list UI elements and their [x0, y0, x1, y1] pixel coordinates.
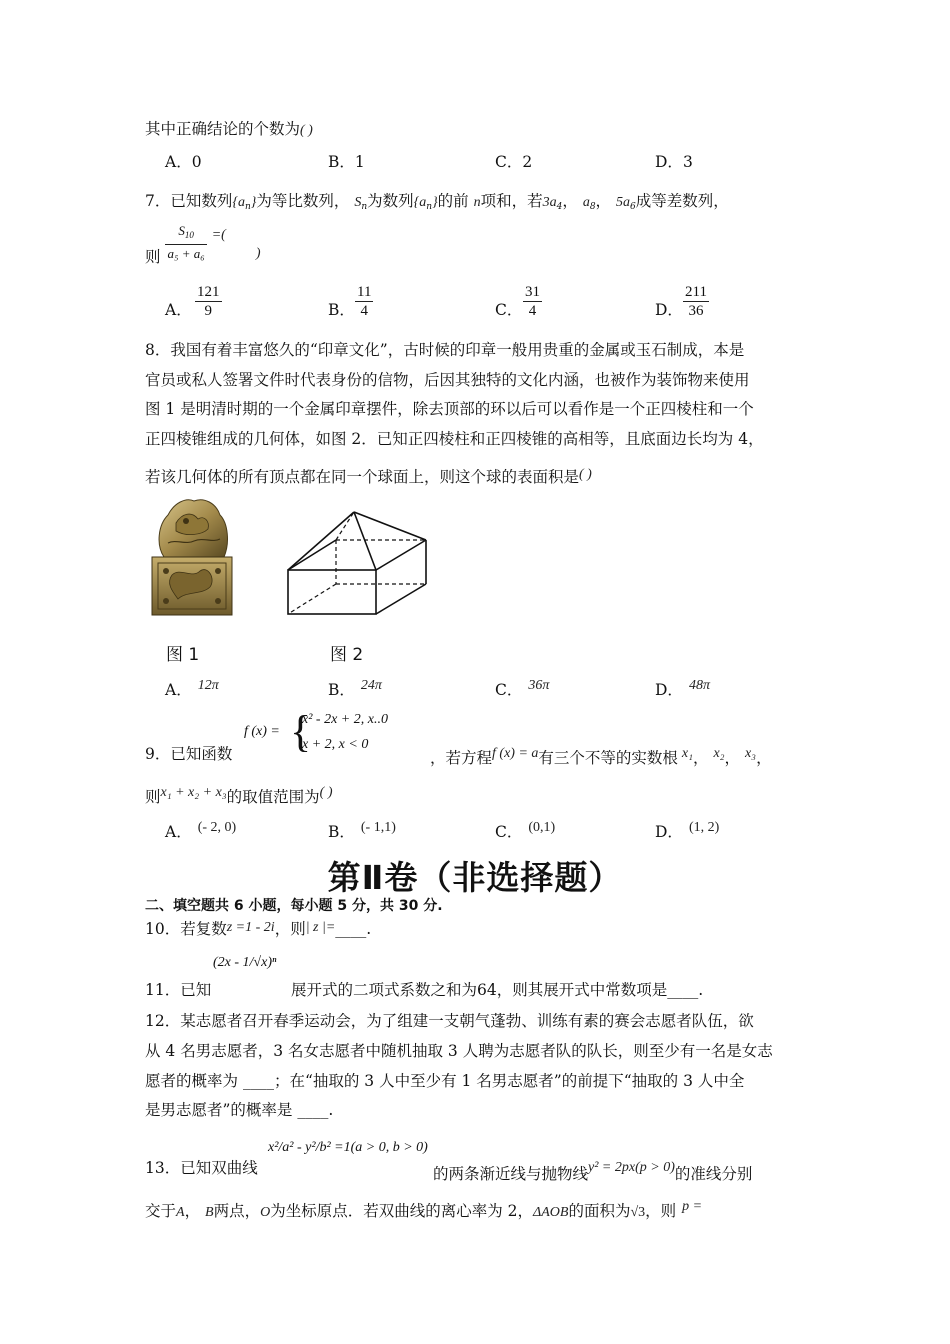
- q12-line-3: 愿者的概率为 ____；在“抽取的 3 人中至少有 1 名男志愿者”的前提下“抽取的 3 人中全: [145, 1072, 745, 1090]
- q13-line-1: 13．已知双曲线: [145, 1159, 258, 1177]
- q9-stem: 9．已知函数: [145, 745, 233, 763]
- q7-fraction: $\frac{S_{10}}{\text{a₅ + a₆}}$: [167, 223, 205, 261]
- section-header: 二、填空题共 6 小题，每小题 5 分，共 30 分.: [145, 898, 443, 914]
- figure-1-caption: 图 1: [166, 645, 200, 665]
- part-2-title: 第Ⅱ卷（非选择题）: [327, 858, 623, 897]
- q7-choice-b: B．: [328, 301, 355, 319]
- q8-line-3: 图 1 是明清时期的一个金属印章摆件，除去顶部的环以后可以看作是一个正四棱柱和一个: [145, 400, 754, 418]
- q8-choice-a: A． 12π: [165, 678, 219, 699]
- figure-2-caption: 图 2: [330, 645, 364, 665]
- seal-photo-figure: [146, 495, 238, 618]
- q6-choice-c: C．2: [495, 153, 533, 171]
- q12-line-1: 12．某志愿者召开春季运动会，为了组建一支朝气蓬勃、训练有素的赛会志愿者队伍，欲: [145, 1012, 754, 1030]
- prism-pyramid-figure: [284, 508, 432, 618]
- q9-choice-b: B． (- 1,1): [328, 820, 396, 841]
- q9-stem-3: 则x₁ + x₂ + x₃的取值范围为( ): [145, 785, 333, 806]
- q6-choice-d: D．3: [655, 153, 693, 171]
- q9-stem-2: ，若方程f (x) = a有三个不等的实数根 x₁， x₂， x₃，: [430, 746, 772, 767]
- q13-line-2: 交于A， B两点，O为坐标原点．若双曲线的离心率为 2，ΔAOB的面积为√3，则 p =: [145, 1199, 703, 1220]
- q9-choice-c: C． (0,1): [495, 820, 556, 841]
- q6-choice-a: A．0: [165, 153, 202, 171]
- exam-page: 其中正确结论的个数为( ) A．0 B．1 C．2 D．3 7．已知数列$\{a_n\}$为等比数列， $S_n$为数列$\{a_n\}$的前 n项和，若$3a_4$， $a_8$， $5a_6$成等差数列， 则 $\frac{S_{10}}{\text{a₅ + a₆}}$ =() A． $\frac{121}{9}$ B． $\frac{11}{4}$ C． $\frac{31}{4}$ D． $\frac{211}{36}$ 8．我国有着丰富悠久的“印章文化”，古时候的印章一般用贵重的金属或玉石制成，本是 官员或私人签署文件时代表身份的信物，后因其独特的文化内涵，也被作为装饰物来使用 图 1 是明清时期的一个金属印章摆件，除去顶部的环以后可以看作是一个正四棱柱和一个 正四棱锥组成的几何体，如图 2．已知正四棱柱和正四棱锥的高相等，且底面边长均为 4， 若该几何体的所有顶点都在同一个球面上，则这个球的表面积是( ) 图 1 图 2 A． 12π B． 24π C． 36π D． 48π 9．已知函数 f (x) = { x² - 2x + 2, x..0 x + 2, x < 0 ，若方程f (x) = a有三个不等的实数根 x₁， x₂， x₃， 则x₁ + x₂ + x₃的取值范围为( ) A． (- 2, 0) B． (- 1,1) C． (0,1) D． (1, 2) 第Ⅱ卷（非选择题） 二、填空题共 6 小题，每小题 5 分，共 30 分. 10．若复数z =1 - 2i，则| z |=____. 11．已知 (2x - 1/√x)ⁿ 展开式的二项式系数之和为64，则其展开式中常数项是____. 12．某志愿者召开春季运动会，为了组建一支朝气蓬勃、训练有素的赛会志愿者队伍，欲 从 4 名男志愿者，3 名女志愿者中随机抽取 3 人聘为志愿者队的队长，则至少有一名是女志 愿者的概率为 ____；在“抽取的 3 人中至少有 1 名男志愿者”的前提下“抽取的 3 人中全 是男志愿者”的概率是 ____. 13．已知双曲线 x²/a² - y²/b² =1(a > 0, b > 0) 的两条渐近线与抛物线y² = 2px(p > 0)的准线分别 交于A， B两点，O为坐标原点．若双曲线的离心率为 2，ΔAOB的面积为√3，则 p =: [0, 0, 950, 1344]
- q11-stem: 11．已知: [145, 981, 212, 999]
- q7-ratio: 则 $\frac{S_{10}}{\text{a₅ + a₆}}$ =(): [145, 223, 261, 266]
- q13-hyperbola-eq: x²/a² - y²/b² =1(a > 0, b > 0): [268, 1140, 428, 1155]
- q7-stem: 7．已知数列$\{a_n\}$为等比数列， $S_n$为数列$\{a_n\}$的前 n项和，若$3a_4$， $a_8$， $5a_6$成等差数列，: [145, 192, 729, 212]
- q7-choice-a: A．: [165, 301, 192, 319]
- q11-stem-2: 展开式的二项式系数之和为64，则其展开式中常数项是____.: [291, 981, 704, 999]
- q10-stem: 10．若复数z =1 - 2i，则| z |=____.: [145, 920, 372, 938]
- q8-choice-b: B． 24π: [328, 678, 382, 699]
- q8-choice-c: C． 36π: [495, 678, 550, 699]
- q7-choice-d: D．: [655, 301, 683, 319]
- q8-line-1: 8．我国有着丰富悠久的“印章文化”，古时候的印章一般用贵重的金属或玉石制成，本是: [145, 341, 745, 359]
- q8-line-4: 正四棱锥组成的几何体，如图 2．已知正四棱柱和正四棱锥的高相等，且底面边长均为 4，: [145, 430, 764, 448]
- q7-choices: A． $\frac{121}{9}$ B． $\frac{11}{4}$ C． $\frac{31}{4}$ D． $\frac{211}{36}$: [165, 284, 707, 319]
- q8-line-2: 官员或私人签署文件时代表身份的信物，后因其独特的文化内涵，也被作为装饰物来使用: [145, 371, 750, 389]
- q12-line-4: 是男志愿者”的概率是 ____.: [145, 1101, 334, 1119]
- q13-line-1b: 的两条渐近线与抛物线y² = 2px(p > 0)的准线分别: [433, 1160, 753, 1183]
- q6-choice-b: B．1: [328, 153, 365, 171]
- q9-choice-a: A． (- 2, 0): [165, 820, 237, 841]
- q8-choice-d: D． 48π: [655, 678, 710, 699]
- q7-choice-c: C．: [495, 301, 523, 319]
- q8-line-5: 若该几何体的所有顶点都在同一个球面上，则这个球的表面积是( ): [145, 467, 592, 486]
- q12-line-2: 从 4 名男志愿者，3 名女志愿者中随机抽取 3 人聘为志愿者队的队长，则至少有一名是女志: [145, 1042, 773, 1060]
- q6-stem-tail: 其中正确结论的个数为( ): [145, 120, 313, 138]
- q11-binomial: (2x - 1/√x)ⁿ: [213, 955, 277, 970]
- q9-choice-d: D． (1, 2): [655, 820, 720, 841]
